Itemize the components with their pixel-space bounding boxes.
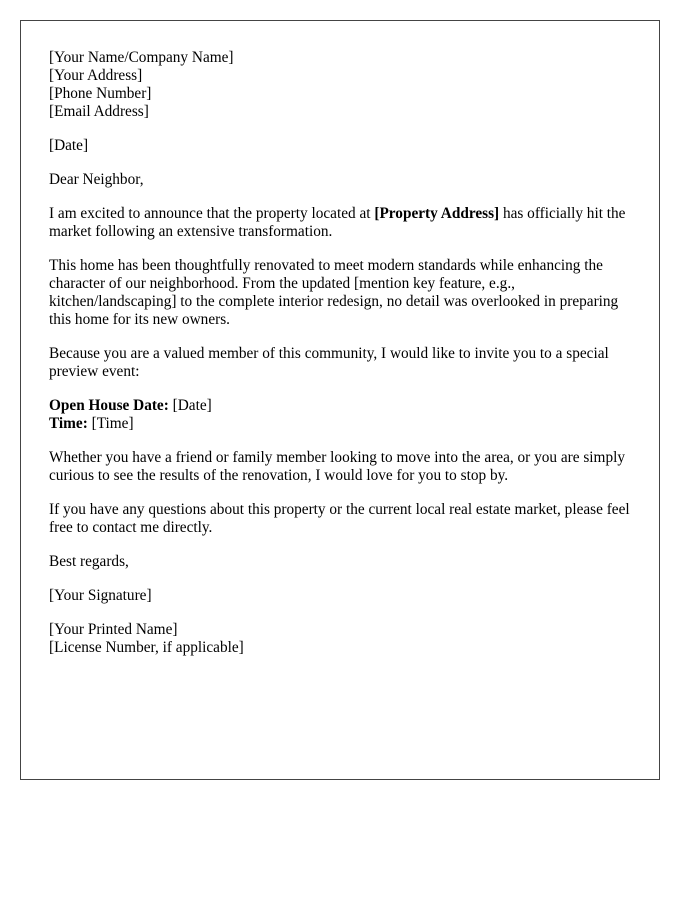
open-house-date-line — [49, 397, 639, 415]
license-number: [License Number, if applicable] — [49, 639, 244, 656]
sender-address: [Your Address] — [49, 67, 143, 84]
paragraph-announcement-after: has officially hit the market following an extensive transformation. — [49, 205, 626, 240]
closing: Best regards, — [49, 553, 129, 570]
paragraph-contact: If you have any questions about this property or the current local real estate market, please feel free to contact me directly. — [49, 501, 630, 536]
signature: [Your Signature] — [49, 587, 152, 604]
paragraph-announcement — [49, 205, 639, 241]
printed-name: [Your Printed Name] — [49, 621, 178, 638]
sender-name: [Your Name/Company Name] — [49, 49, 234, 66]
greeting: Dear Neighbor, — [49, 171, 144, 188]
letter-date: [Date] — [49, 137, 89, 154]
open-house-time-value: [Time] — [87, 415, 134, 432]
printed-name-block — [49, 621, 639, 657]
event-details — [49, 397, 639, 433]
letter-body — [49, 49, 639, 673]
open-house-time-label: Time: — [49, 415, 88, 432]
paragraph-invitation: Because you are a valued member of this community, I would like to invite you to a special preview event: — [49, 345, 609, 380]
open-house-time-line — [49, 415, 639, 433]
paragraph-visit: Whether you have a friend or family member looking to move into the area, or you are simply curious to see the results of the renovation, I would love for you to stop by. — [49, 449, 626, 484]
paragraph-announcement-before: I am excited to announce that the property located at — [49, 205, 375, 222]
open-house-date-label: Open House Date: — [49, 397, 169, 414]
sender-email: [Email Address] — [49, 103, 149, 120]
sender-phone: [Phone Number] — [49, 85, 152, 102]
open-house-date-value: [Date] — [168, 397, 212, 414]
sender-block — [49, 49, 639, 121]
property-address: [Property Address] — [374, 205, 500, 222]
letter-page — [20, 20, 660, 780]
paragraph-renovation: This home has been thoughtfully renovated to meet modern standards while enhancing the character of our neighborhood. From the updated [mention key feature, e.g., kitchen/landscaping] to the complete interior redesign, no detail was overlooked in preparing this home for its new owners. — [49, 257, 619, 328]
